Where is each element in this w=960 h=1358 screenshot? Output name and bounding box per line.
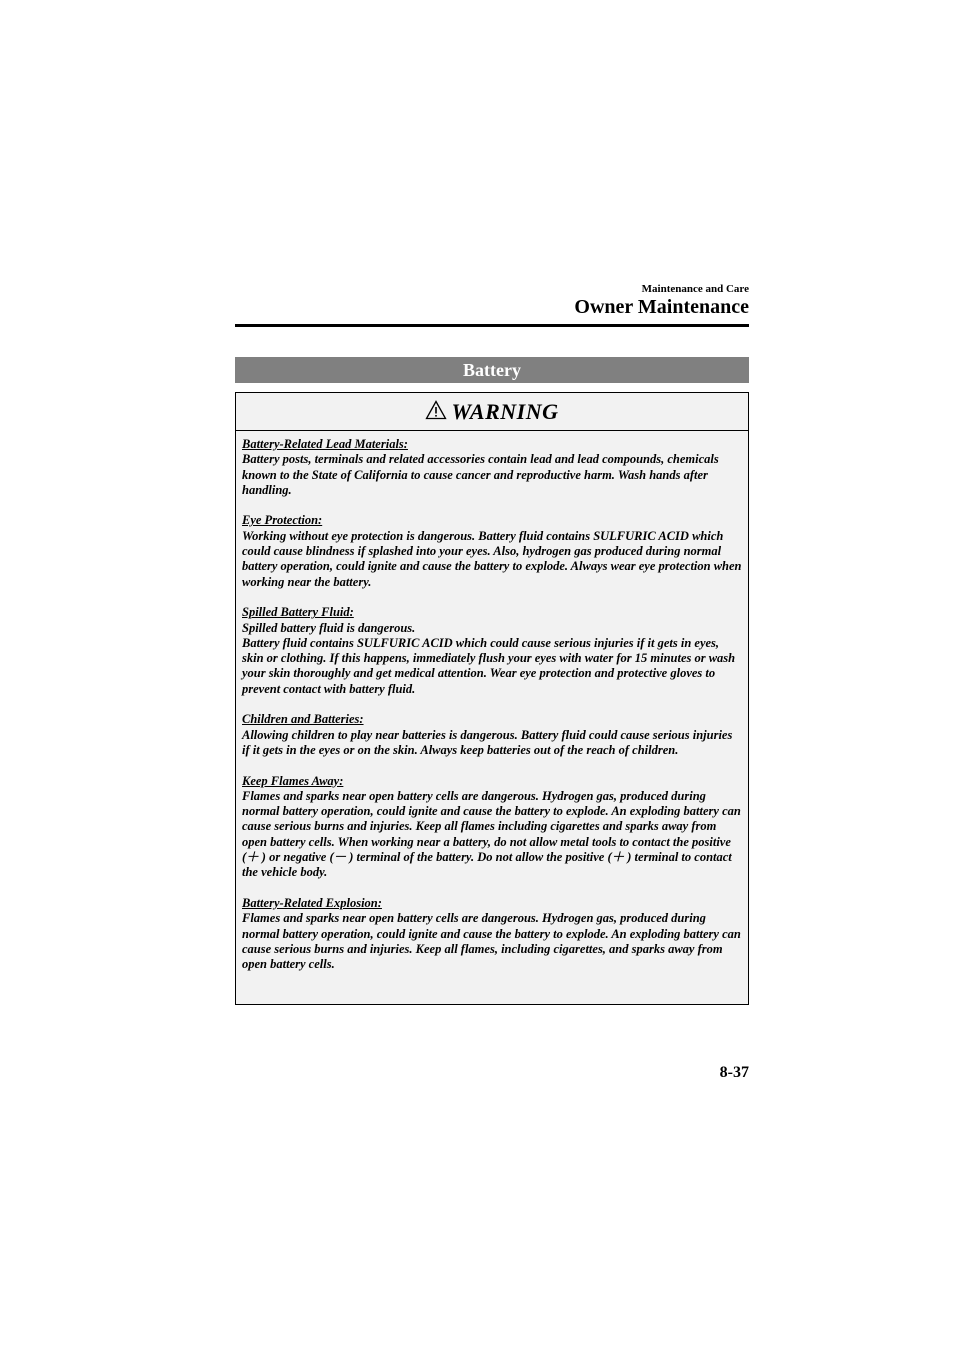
warning-item-lead-materials	[242, 437, 742, 498]
warning-item-text: Flames and sparks near open battery cells are dangerous. Hydrogen gas, produced during normal battery operation, could ignite and cause the battery to explode. An exploding battery can cause serious burns and injuries. Keep all flames, including cigarettes, and sparks away from open battery cells.	[242, 911, 741, 972]
header-divider	[235, 324, 749, 327]
warning-item-text: Battery posts, terminals and related accessories contain lead and lead compounds, chemicals known to the State of California to cause cancer and reproductive harm. Wash hands after handling.	[242, 452, 719, 497]
chapter-title: Maintenance and Care	[641, 283, 749, 295]
warning-title: WARNING	[451, 398, 559, 424]
warning-item-flames-away	[242, 774, 742, 881]
warning-item-heading: Battery-Related Explosion:	[242, 895, 382, 910]
warning-item-text: Spilled battery fluid is dangerous. Battery fluid contains SULFURIC ACID which could cause serious injuries if it gets in eyes, skin or clothing. If this happens, immediately flush your eyes with water for 15 minutes or wash your skin thoroughly and get medical attention. Wear eye protection and protective gloves to prevent contact with battery fluid.	[242, 620, 736, 696]
warning-item-heading: Eye Protection:	[242, 513, 323, 528]
warning-body	[236, 431, 748, 972]
warning-item-eye-protection	[242, 513, 742, 589]
section-title: Owner Maintenance	[574, 296, 749, 318]
warning-triangle-icon	[425, 400, 447, 420]
warning-box	[235, 392, 749, 1005]
warning-item-heading: Children and Batteries:	[242, 712, 364, 727]
warning-item-children	[242, 712, 742, 758]
warning-item-explosion	[242, 896, 742, 972]
warning-item-text: Flames and sparks near open battery cells are dangerous. Hydrogen gas, produced during normal battery operation, could ignite and cause the battery to explode. An exploding battery can cause serious burns and injuries. Keep all flames including cigarettes and sparks away from open battery cells. When working near a battery, do not allow metal tools to contact the positive (＋ ) or negative (－ ) terminal of the battery. Do not allow the positive (＋ ) terminal to contact the vehicle body.	[242, 788, 741, 880]
warning-item-heading: Spilled Battery Fluid:	[242, 605, 354, 620]
warning-item-heading: Keep Flames Away:	[242, 773, 344, 788]
warning-item-heading: Battery-Related Lead Materials:	[242, 437, 408, 451]
warning-header	[236, 393, 748, 431]
warning-item-spilled-fluid	[242, 605, 742, 697]
warning-item-text: Allowing children to play near batteries is dangerous. Battery fluid could cause serious injuries if it gets in the eyes or on the skin. Always keep batteries out of the reach of children.	[242, 727, 733, 757]
battery-section-bar: Battery	[235, 357, 749, 383]
page-number: 8-37	[719, 1064, 749, 1081]
warning-item-text: Working without eye protection is dangerous. Battery fluid contains SULFURIC ACID which could cause blindness if splashed into your eyes. Also, hydrogen gas produced during normal battery operation, could ignite and cause the battery to explode. Always wear eye protection when working near the battery.	[242, 528, 742, 589]
